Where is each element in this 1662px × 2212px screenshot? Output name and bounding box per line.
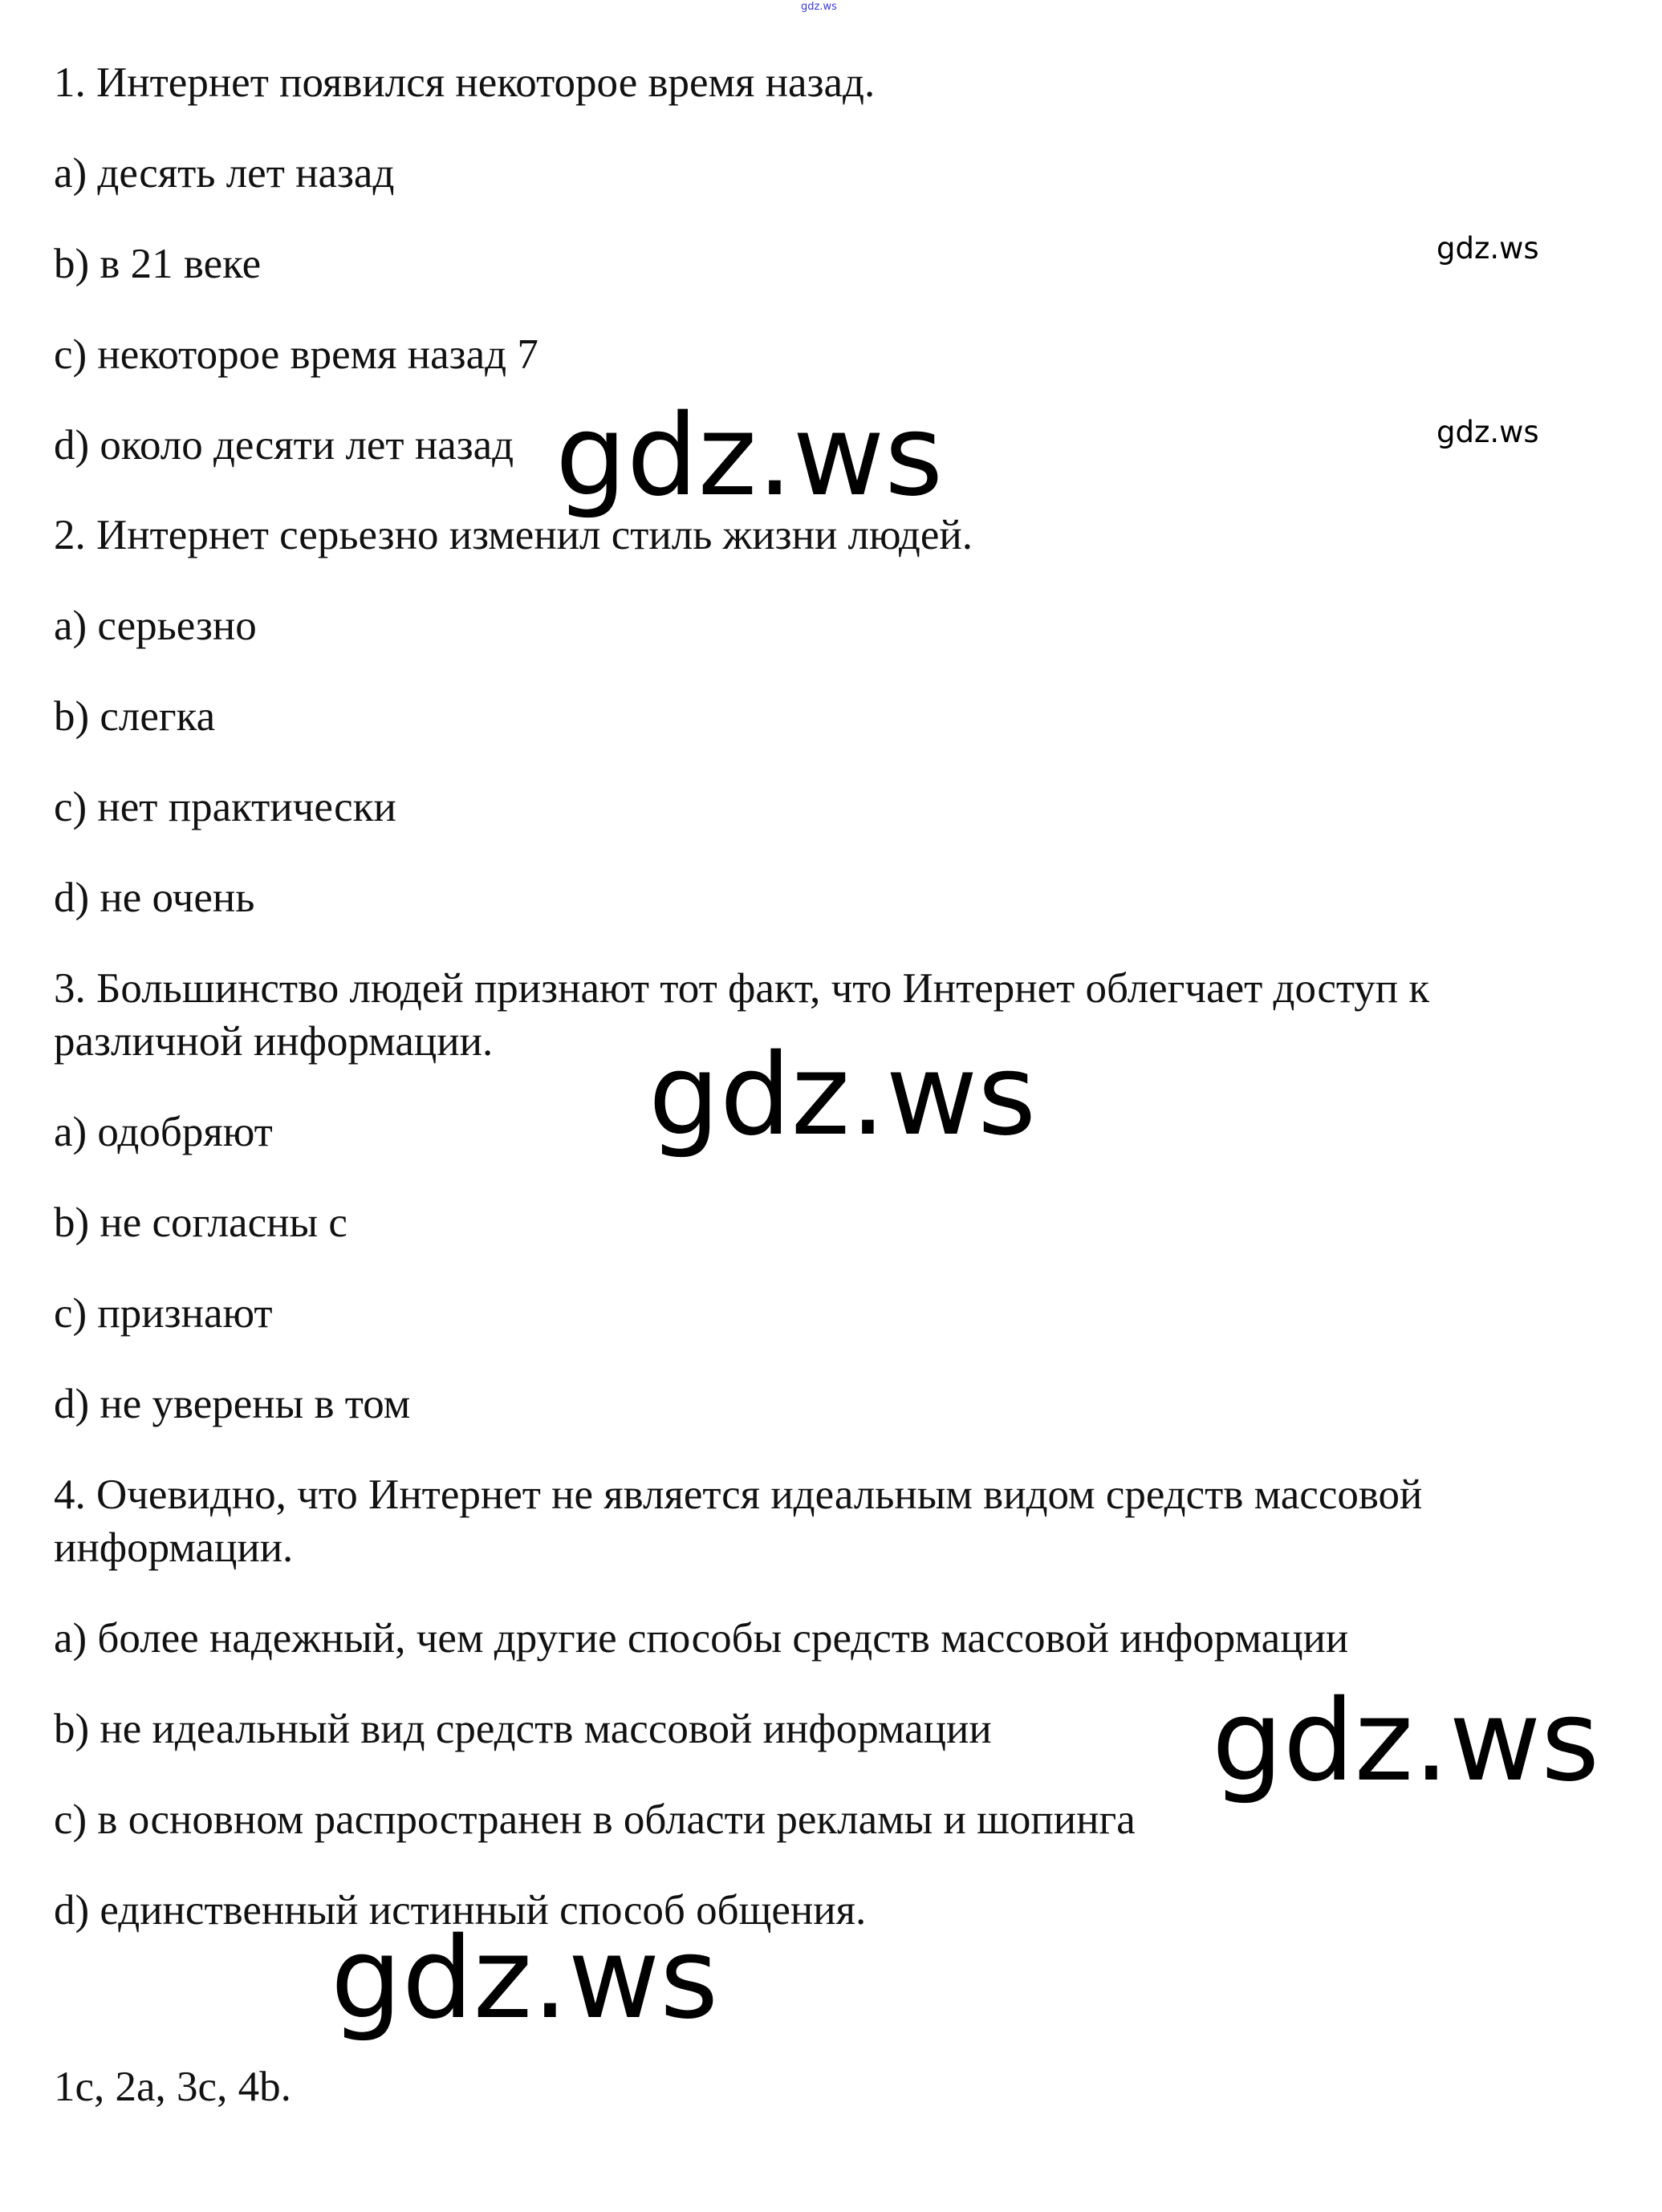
question-2-stem: 2. Интернет серьезно изменил стиль жизни людей. <box>54 512 973 558</box>
answer-key: 1c, 2a, 3c, 4b. <box>54 2064 291 2110</box>
question-3-option-c: c) признают <box>54 1290 273 1337</box>
question-3-stem-line-2: различной информации. <box>54 1018 494 1065</box>
question-2-option-a: a) серьезно <box>54 603 257 649</box>
question-1-option-a: a) десять лет назад <box>54 150 395 197</box>
question-4-stem-line-2: информации. <box>54 1524 294 1571</box>
question-3-option-b: b) не согласны с <box>54 1199 347 1246</box>
question-4-option-d: d) единственный истинный способ общения. <box>54 1887 867 1934</box>
top-watermark: gdz.ws <box>801 1 837 13</box>
question-4-option-c: c) в основном распространен в области рекламы и шопинга <box>54 1796 1136 1843</box>
question-2-option-b: b) слегка <box>54 693 216 740</box>
question-3-stem-line-1: 3. Большинство людей признают тот факт, что Интернет облегчает доступ к <box>54 965 1430 1012</box>
question-4-option-b: b) не идеальный вид средств массовой информации <box>54 1706 992 1752</box>
question-1-option-c: c) некоторое время назад 7 <box>54 331 538 378</box>
question-2-option-c: c) нет практически <box>54 784 396 830</box>
question-1-stem: 1. Интернет появился некоторое время назад. <box>54 59 876 106</box>
watermark-small-1: gdz.ws <box>1436 231 1539 266</box>
watermark-big-3: gdz.ws <box>1212 1676 1600 1807</box>
watermark-big-2: gdz.ws <box>648 1030 1037 1161</box>
watermark-small-2: gdz.ws <box>1436 415 1539 449</box>
question-4-stem-line-1: 4. Очевидно, что Интернет не является идеальным видом средств массовой <box>54 1471 1423 1518</box>
question-3-option-d: d) не уверены в том <box>54 1381 411 1427</box>
question-3-option-a: a) одобряют <box>54 1109 273 1155</box>
question-1-option-d: d) около десяти лет назад <box>54 422 514 469</box>
question-1-option-b: b) в 21 веке <box>54 241 262 287</box>
question-4-option-a: a) более надежный, чем другие способы средств массовой информации <box>54 1615 1349 1662</box>
question-2-option-d: d) не очень <box>54 875 255 921</box>
watermark-big-1: gdz.ws <box>555 391 944 522</box>
watermark-big-4: gdz.ws <box>331 1914 719 2044</box>
